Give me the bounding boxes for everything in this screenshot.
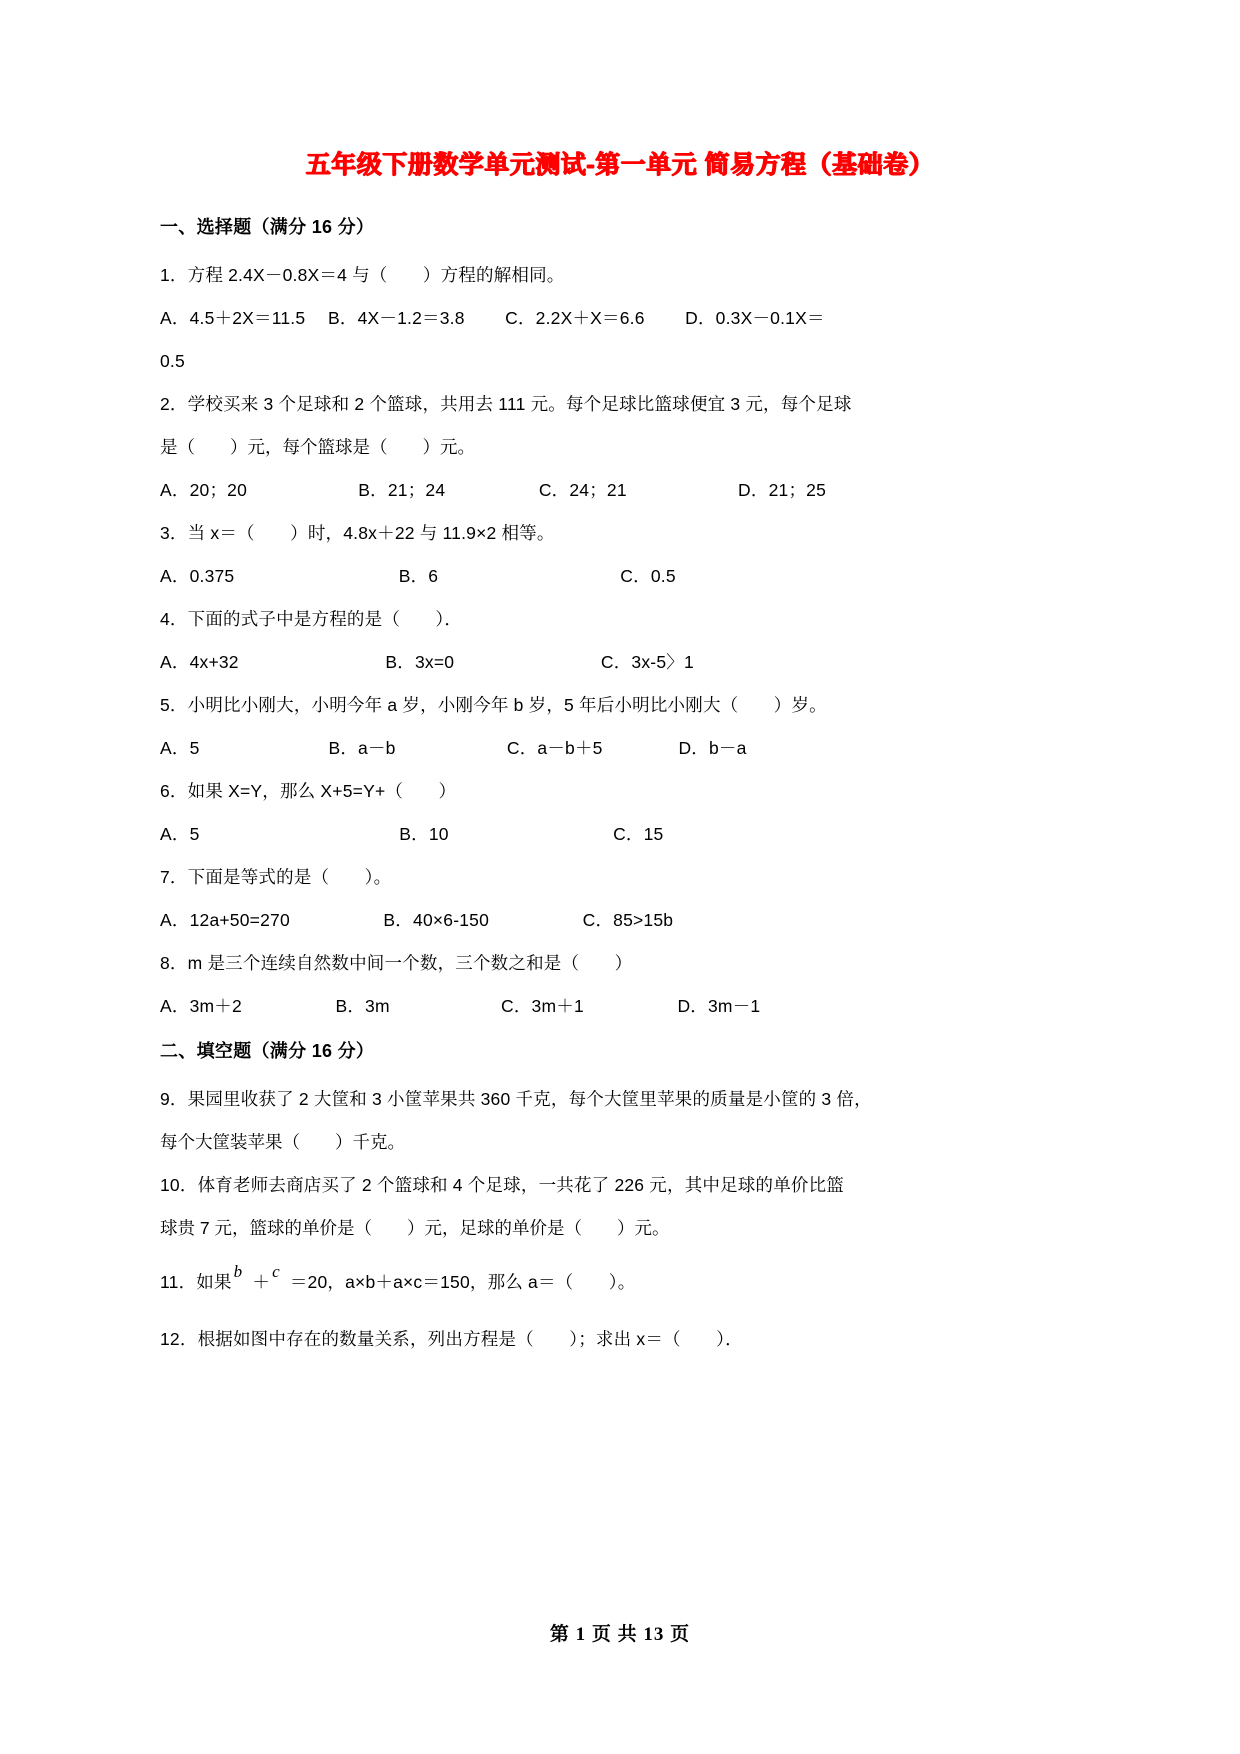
- question-2-text: 2．学校买来 3 个足球和 2 个篮球，共用去 111 元。每个足球比篮球便宜 3 元，每个足球: [160, 394, 852, 414]
- page-title: 五年级下册数学单元测试-第一单元 简易方程（基础卷）: [305, 151, 935, 179]
- question-5-options: A．5 B．a－b C．a－b＋5 D．b－a: [160, 738, 747, 758]
- question-7-text: 7．下面是等式的是（ ）。: [160, 867, 392, 887]
- question-10-text: 10．体育老师去商店买了 2 个篮球和 4 个足球，一共花了 226 元，其中足球的单价比篮: [160, 1175, 844, 1195]
- section-heading-choice: 一、选择题（满分 16 分）: [160, 217, 375, 237]
- question-11-plus: ＋: [252, 1272, 271, 1292]
- question-10-text-cont: 球贵 7 元，篮球的单价是（ ）元，足球的单价是（ ）元。: [160, 1218, 670, 1238]
- question-8-text: 8．m 是三个连续自然数中间一个数，三个数之和是（ ）: [160, 953, 633, 973]
- question-4-text: 4．下面的式子中是方程的是（ ）．: [160, 609, 463, 629]
- question-2-options: A．20；20 B．21；24 C．24；21 D．21；25: [160, 480, 827, 500]
- question-1-options-cont: 0.5: [160, 351, 185, 371]
- question-8-options: A．3m＋2 B．3m C．3m＋1 D．3m－1: [160, 996, 761, 1016]
- question-11-variable-b: b: [233, 1262, 243, 1281]
- question-12-text: 12．根据如图中存在的数量关系，列出方程是（ ）；求出 x＝（ ）．: [160, 1329, 743, 1349]
- question-3-options: A．0.375 B．6 C．0.5: [160, 566, 676, 586]
- question-11-variable-c: c: [272, 1262, 280, 1281]
- question-5-text: 5．小明比小刚大，小明今年 a 岁，小刚今年 b 岁，5 年后小明比小刚大（ ）岁。: [160, 695, 827, 715]
- question-6-text: 6．如果 X=Y，那么 X+5=Y+（ ）: [160, 781, 457, 801]
- question-3-text: 3．当 x＝（ ）时，4.8x＋22 与 11.9×2 相等。: [160, 523, 555, 543]
- page-footer: 第 1 页 共 13 页: [549, 1624, 691, 1645]
- question-9-text-cont: 每个大筐装苹果（ ）千克。: [160, 1132, 405, 1152]
- question-4-options: A．4x+32 B．3x=0 C．3x-5〉1: [160, 652, 694, 672]
- question-11-suffix: ＝20，a×b＋a×c＝150，那么 a＝（ ）。: [289, 1272, 636, 1292]
- question-2-text-cont: 是（ ）元，每个篮球是（ ）元。: [160, 437, 475, 457]
- question-9-text: 9．果园里收获了 2 大筐和 3 小筐苹果共 360 千克，每个大筐里苹果的质量是小筐的 3 倍，: [160, 1089, 872, 1109]
- section-heading-fill-blank: 二、填空题（满分 16 分）: [160, 1041, 375, 1061]
- question-11-text: [160, 1250, 1080, 1304]
- question-11-prefix: 11．如果: [160, 1272, 232, 1292]
- question-6-options: A．5 B．10 C．15: [160, 824, 664, 844]
- question-1-text: 1．方程 2.4X－0.8X＝4 与（ ）方程的解相同。: [160, 265, 565, 285]
- question-1-options: A．4.5＋2X＝11.5 B．4X－1.2＝3.8 C．2.2X＋X＝6.6 D．0.3X－0.1X＝: [160, 308, 825, 328]
- question-7-options: A．12a+50=270 B．40×6-150 C．85>15b: [160, 910, 674, 930]
